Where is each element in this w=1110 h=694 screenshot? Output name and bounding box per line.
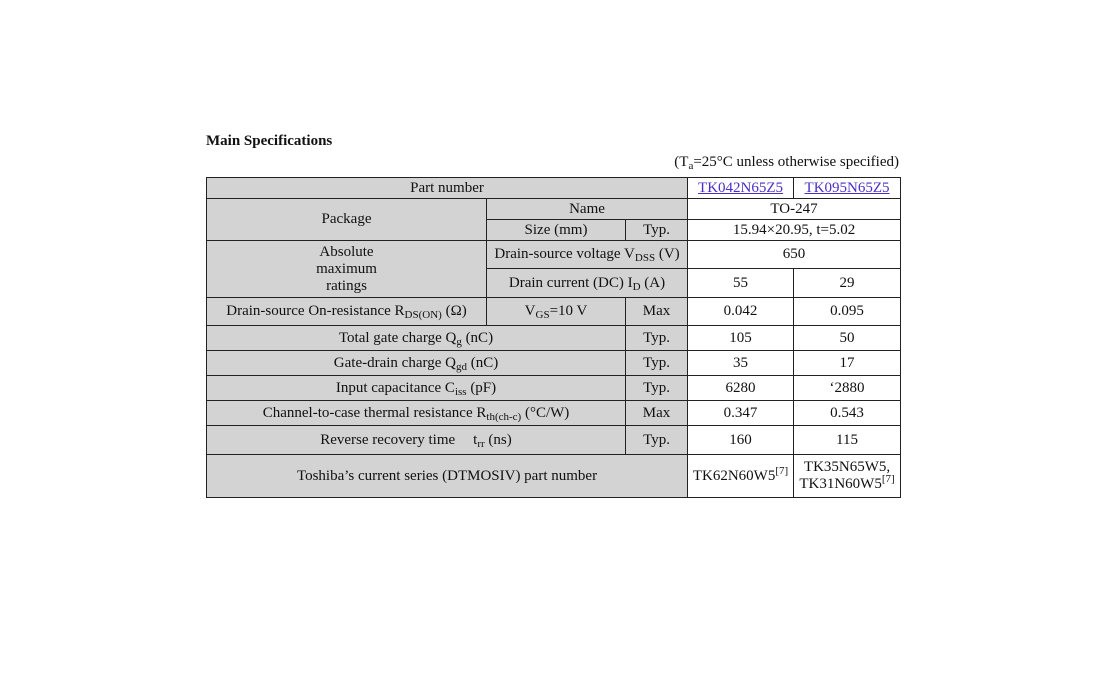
ciss-sub: iss [454, 385, 467, 398]
rth-label [207, 401, 626, 426]
ciss-unit: (pF) [466, 379, 497, 396]
part-a-link[interactable]: TK042N65Z5 [698, 179, 784, 196]
qgd-value-b: 17 [794, 351, 901, 376]
conditions-sub: a [688, 160, 694, 172]
current-series-b-line2: TK31N60W5 [799, 476, 882, 492]
qg-cond: Typ. [626, 326, 688, 351]
current-series-b-line1: TK35N65W5, [803, 459, 891, 475]
table-row [207, 401, 901, 426]
table-row [207, 178, 901, 199]
current-series-a [688, 455, 794, 498]
qg-value-a: 105 [688, 326, 794, 351]
abs-max-label [207, 241, 487, 298]
table-row [207, 298, 901, 326]
package-name-value: TO-247 [688, 199, 901, 220]
rds-vgs-rest: =10 V [549, 303, 588, 319]
table-row [207, 199, 901, 220]
rds-sub: DS(ON) [404, 309, 442, 321]
ciss-value-a: 6280 [688, 376, 794, 401]
package-size-cond: Typ. [626, 220, 688, 241]
rds-unit: (Ω) [441, 303, 467, 319]
rds-vgs-v: V [524, 303, 536, 319]
table-row [207, 326, 901, 351]
vdss-text: Drain-source voltage V [494, 246, 635, 262]
conditions-rest: =25°C unless otherwise specified) [693, 154, 899, 170]
ciss-cond: Typ. [626, 376, 688, 401]
ciss-label [207, 376, 626, 401]
trr-unit: (ns) [484, 431, 512, 448]
conditions-open: (T [674, 154, 689, 170]
trr-value-a: 160 [688, 426, 794, 455]
ciss-text: Input capacitance C [335, 379, 455, 396]
qgd-sub: gd [455, 360, 467, 373]
rds-label [207, 298, 487, 326]
trr-label [207, 426, 626, 455]
qgd-text: Gate-drain charge Q [333, 354, 456, 371]
qg-text: Total gate charge Q [338, 329, 457, 346]
id-label [487, 269, 688, 298]
table-row [207, 455, 901, 498]
current-series-label: Toshiba’s current series (DTMOSIV) part number [207, 455, 688, 498]
qg-unit: (nC) [461, 329, 494, 346]
rds-vgs-cond [487, 298, 626, 326]
current-series-b-line2-wrap [794, 473, 900, 493]
rth-text: Channel-to-case thermal resistance R [262, 404, 487, 421]
package-name-label: Name [487, 199, 688, 220]
rds-cond: Max [626, 298, 688, 326]
qgd-label [207, 351, 626, 376]
part-b-link[interactable]: TK095N65Z5 [804, 179, 890, 196]
rth-value-a: 0.347 [688, 401, 794, 426]
page-title: Main Specifications [206, 133, 333, 149]
package-size-value: 15.94×20.95, t=5.02 [688, 220, 901, 241]
rth-unit: (°C/W) [521, 404, 570, 421]
trr-symbol: t [473, 431, 478, 448]
rth-value-b: 0.543 [794, 401, 901, 426]
vdss-unit: (V) [655, 246, 680, 262]
package-label: Package [207, 199, 487, 241]
package-size-label: Size (mm) [487, 220, 626, 241]
trr-cond: Typ. [626, 426, 688, 455]
part-number-header: Part number [207, 178, 688, 199]
table-row [207, 426, 901, 455]
rth-cond: Max [626, 401, 688, 426]
id-sub: D [632, 280, 641, 293]
table-row [207, 241, 901, 269]
rds-vgs-sub: GS [535, 309, 550, 321]
vdss-value: 650 [688, 241, 901, 269]
rds-value-b: 0.095 [794, 298, 901, 326]
part-a-cell [688, 178, 794, 199]
qgd-unit: (nC) [466, 354, 499, 371]
current-series-a-part: TK62N60W5 [692, 467, 776, 484]
vdss-sub: DSS [634, 252, 656, 264]
trr-value-b: 115 [794, 426, 901, 455]
current-series-a-ref: [7] [775, 464, 789, 477]
id-text: Drain current (DC) I [508, 274, 633, 291]
rth-sub: th(ch-c) [486, 410, 522, 423]
id-value-a: 55 [688, 269, 794, 298]
table-row [207, 376, 901, 401]
qgd-cond: Typ. [626, 351, 688, 376]
qgd-value-a: 35 [688, 351, 794, 376]
trr-text: Reverse recovery time [320, 431, 456, 448]
id-value-b: 29 [794, 269, 901, 298]
trr-sub: rr [477, 437, 485, 450]
spec-table [206, 177, 901, 498]
qg-sub: g [456, 335, 462, 348]
rds-text: Drain-source On-resistance R [226, 303, 405, 319]
current-series-b-ref: [7] [881, 473, 895, 485]
measurement-conditions [674, 154, 899, 171]
table-row [207, 351, 901, 376]
ciss-value-b: ‘2880 [794, 376, 901, 401]
current-series-b [794, 455, 901, 498]
rds-value-a: 0.042 [688, 298, 794, 326]
vdss-label [487, 241, 688, 269]
id-unit: (A) [640, 274, 666, 291]
qg-label [207, 326, 626, 351]
abs-max-text: Absolute maximum ratings [316, 243, 377, 294]
part-b-cell [794, 178, 901, 199]
qg-value-b: 50 [794, 326, 901, 351]
